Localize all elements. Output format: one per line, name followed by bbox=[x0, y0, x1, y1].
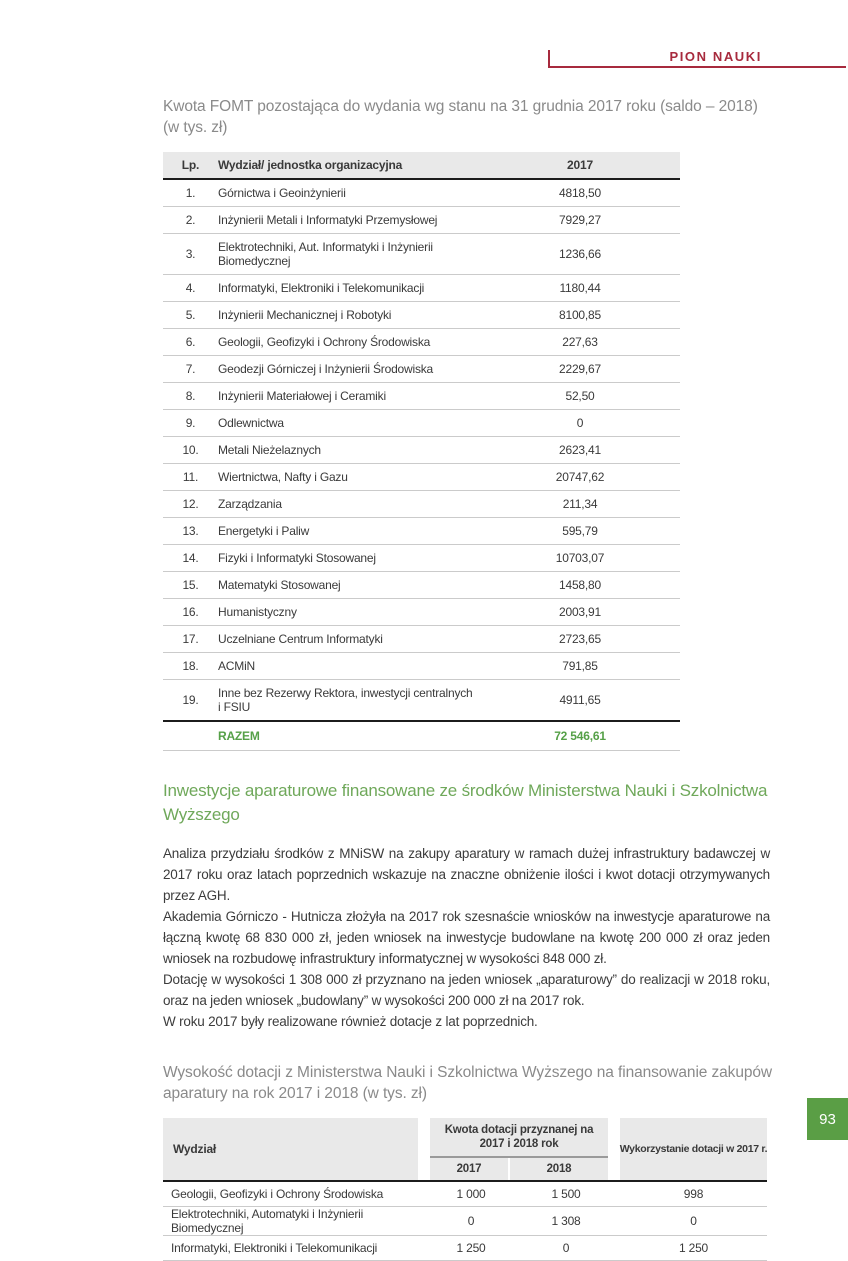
row-wydzial: Geologii, Geofizyki i Ochrony Środowiska bbox=[171, 1187, 384, 1201]
row-value: 2229,67 bbox=[480, 356, 680, 383]
table-row bbox=[163, 545, 680, 572]
row-2018: 1 308 bbox=[551, 1214, 581, 1228]
header-rule bbox=[548, 50, 846, 68]
subcolumn-header-2018: 2018 bbox=[546, 1163, 572, 1175]
row-index: 17. bbox=[163, 626, 218, 653]
dotacje-table-header bbox=[163, 1118, 767, 1180]
row-index: 16. bbox=[163, 599, 218, 626]
row-value: 1458,80 bbox=[480, 572, 680, 599]
row-unit-name: Inżynierii Mechanicznej i Robotyki bbox=[218, 302, 480, 329]
dotacje-title-line1: Wysokość dotacji z Ministerstwa Nauki i Szkolnictwa Wyższego na finansowanie zakupów bbox=[163, 1064, 772, 1081]
paragraph: Akademia Górniczo - Hutnicza złożyła na 2017 rok szesnaście wniosków na inwestycje aparaturowe na łączną kwotę 68 830 000 zł, jeden wniosek na inwestycje budowlane na kwotę 200 000 zł oraz jeden wniosek na rozbudowę infrastruktury informatycznej w wysokości 848 000 zł. bbox=[163, 909, 770, 966]
row-index: 2. bbox=[163, 207, 218, 234]
table-row bbox=[163, 626, 680, 653]
table-row bbox=[163, 1207, 767, 1236]
row-unit-name: Inżynierii Materiałowej i Ceramiki bbox=[218, 383, 480, 410]
page-content bbox=[163, 96, 773, 1261]
row-index: 14. bbox=[163, 545, 218, 572]
row-value: 211,34 bbox=[480, 491, 680, 518]
row-unit-name: Geodezji Górniczej i Inżynierii Środowiska bbox=[218, 356, 480, 383]
body-paragraphs bbox=[163, 843, 770, 1032]
row-unit-name: Odlewnictwa bbox=[218, 410, 480, 437]
row-usage: 1 250 bbox=[678, 1241, 709, 1255]
row-unit-name: Inne bez Rezerwy Rektora, inwestycji centralnych i FSIU bbox=[218, 680, 480, 722]
column-group-kwota bbox=[430, 1118, 608, 1180]
row-value: 4911,65 bbox=[480, 680, 680, 722]
column-header-lp: Lp. bbox=[163, 152, 218, 179]
paragraph: W roku 2017 były realizowane również dotacje z lat poprzednich. bbox=[163, 1014, 538, 1029]
group-header-label bbox=[430, 1118, 608, 1156]
row-usage: 0 bbox=[690, 1214, 697, 1228]
paragraph: Dotację w wysokości 1 308 000 zł przyznano na jeden wniosek „aparaturowy” do realizacji w 2018 roku, oraz na jeden wniosek „budowlany” w wysokości 200 000 zł na 2017 rok. bbox=[163, 972, 770, 1008]
subcolumn-header-2017: 2017 bbox=[430, 1158, 510, 1180]
page-header-tag: PION NAUKI bbox=[669, 49, 762, 64]
row-value: 10703,07 bbox=[480, 545, 680, 572]
row-unit-name: Elektrotechniki, Aut. Informatyki i Inżynierii Biomedycznej bbox=[218, 234, 480, 275]
paragraph: Analiza przydziału środków z MNiSW na zakupy aparatury w ramach dużej infrastruktury badawczej w 2017 roku oraz latach poprzednich wskazuje na znaczne obniżenie ilości i kwot dotacji otrzymywanych przez AGH. bbox=[163, 846, 770, 903]
row-index: 3. bbox=[163, 234, 218, 275]
fomt-table-title bbox=[163, 96, 773, 138]
row-2017: 1 250 bbox=[456, 1241, 486, 1255]
row-index: 13. bbox=[163, 518, 218, 545]
total-row bbox=[163, 721, 680, 751]
row-unit-name: Geologii, Geofizyki i Ochrony Środowiska bbox=[218, 329, 480, 356]
row-value: 1236,66 bbox=[480, 234, 680, 275]
row-value: 2003,91 bbox=[480, 599, 680, 626]
table-row bbox=[163, 329, 680, 356]
row-value: 8100,85 bbox=[480, 302, 680, 329]
table-row bbox=[163, 302, 680, 329]
table-row bbox=[163, 491, 680, 518]
row-index: 9. bbox=[163, 410, 218, 437]
dotacje-table-title bbox=[163, 1062, 773, 1104]
table-row bbox=[163, 383, 680, 410]
table-row bbox=[163, 464, 680, 491]
row-value: 791,85 bbox=[480, 653, 680, 680]
row-value: 4818,50 bbox=[559, 186, 601, 200]
column-header-usage: Wykorzystanie dotacji w 2017 r. bbox=[620, 1118, 767, 1180]
table-row bbox=[163, 356, 680, 383]
row-index: 8. bbox=[163, 383, 218, 410]
row-index: 18. bbox=[163, 653, 218, 680]
row-unit-name: Górnictwa i Geoinżynierii bbox=[218, 186, 346, 200]
row-index: 6. bbox=[163, 329, 218, 356]
table-row bbox=[163, 1236, 767, 1261]
table-row bbox=[163, 410, 680, 437]
row-index: 11. bbox=[163, 464, 218, 491]
row-value: 52,50 bbox=[480, 383, 680, 410]
column-header-unit: Wydział/ jednostka organizacyjna bbox=[218, 152, 480, 179]
group-header-line2: 2017 i 2018 rok bbox=[479, 1138, 559, 1150]
table-row bbox=[163, 599, 680, 626]
dotacje-table-body bbox=[163, 1182, 767, 1261]
header-gap bbox=[608, 1118, 620, 1180]
dotacje-title-line2: aparatury na rok 2017 i 2018 (w tys. zł) bbox=[163, 1085, 427, 1102]
row-value: 595,79 bbox=[480, 518, 680, 545]
table-row bbox=[163, 234, 680, 275]
fomt-table bbox=[163, 152, 680, 751]
row-value: 2623,41 bbox=[480, 437, 680, 464]
table-row bbox=[163, 1182, 767, 1207]
row-unit-name: Informatyki, Elektroniki i Telekomunikacji bbox=[218, 275, 480, 302]
page-number-badge: 93 bbox=[807, 1098, 848, 1140]
total-value: 72 546,61 bbox=[480, 721, 680, 751]
total-label: RAZEM bbox=[218, 721, 480, 751]
row-index: 15. bbox=[163, 572, 218, 599]
row-value: 20747,62 bbox=[480, 464, 680, 491]
header-gap bbox=[418, 1118, 430, 1180]
table-header-row bbox=[163, 152, 680, 179]
group-header-line1: Kwota dotacji przyznanej na bbox=[444, 1124, 594, 1136]
row-unit-name: Uczelniane Centrum Informatyki bbox=[218, 626, 480, 653]
row-2017: 1 000 bbox=[456, 1187, 486, 1201]
fomt-title-line2: (w tys. zł) bbox=[163, 119, 228, 136]
table-row bbox=[163, 179, 680, 207]
row-usage: 998 bbox=[683, 1187, 704, 1201]
total-row-spacer bbox=[163, 721, 218, 751]
fomt-title-line1: Kwota FOMT pozostająca do wydania wg stanu na 31 grudnia 2017 roku (saldo – 2018) bbox=[163, 98, 758, 115]
dotacje-table bbox=[163, 1118, 767, 1261]
section-heading: Inwestycje aparaturowe finansowane ze środków Ministerstwa Nauki i Szkolnictwa Wyższego bbox=[163, 781, 768, 824]
column-header-2017: 2017 bbox=[480, 152, 680, 179]
row-index: 1. bbox=[185, 186, 196, 200]
row-value: 227,63 bbox=[480, 329, 680, 356]
row-value: 2723,65 bbox=[480, 626, 680, 653]
row-index: 10. bbox=[163, 437, 218, 464]
row-unit-name: Inżynierii Metali i Informatyki Przemysłowej bbox=[218, 207, 480, 234]
row-2018: 0 bbox=[562, 1241, 570, 1255]
table-row bbox=[163, 437, 680, 464]
table-row bbox=[163, 207, 680, 234]
table-row bbox=[163, 572, 680, 599]
row-2017: 0 bbox=[467, 1214, 475, 1228]
table-row bbox=[163, 653, 680, 680]
row-unit-name: Humanistyczny bbox=[218, 599, 480, 626]
row-index: 12. bbox=[163, 491, 218, 518]
row-index: 19. bbox=[163, 680, 218, 722]
table-row bbox=[163, 275, 680, 302]
row-index: 4. bbox=[163, 275, 218, 302]
group-subheader-row bbox=[430, 1158, 608, 1180]
row-unit-name: ACMiN bbox=[218, 653, 480, 680]
row-unit-name: Zarządzania bbox=[218, 491, 480, 518]
row-index: 5. bbox=[163, 302, 218, 329]
row-value: 0 bbox=[480, 410, 680, 437]
row-unit-name: Wiertnictwa, Nafty i Gazu bbox=[218, 464, 480, 491]
column-header-wydzial: Wydział bbox=[163, 1118, 418, 1180]
row-wydzial: Elektrotechniki, Automatyki i Inżynierii Biomedycznej bbox=[171, 1207, 364, 1235]
row-wydzial: Informatyki, Elektroniki i Telekomunikacji bbox=[171, 1241, 378, 1255]
row-unit-name: Matematyki Stosowanej bbox=[218, 572, 480, 599]
fomt-table-body bbox=[163, 179, 680, 721]
row-unit-name: Energetyki i Paliw bbox=[218, 518, 480, 545]
row-value: 1180,44 bbox=[480, 275, 680, 302]
table-row bbox=[163, 518, 680, 545]
row-2018: 1 500 bbox=[551, 1187, 581, 1201]
row-unit-name: Metali Nieżelaznych bbox=[218, 437, 480, 464]
table-row bbox=[163, 680, 680, 722]
row-unit-name: Fizyki i Informatyki Stosowanej bbox=[218, 545, 480, 572]
row-index: 7. bbox=[163, 356, 218, 383]
row-value: 7929,27 bbox=[480, 207, 680, 234]
